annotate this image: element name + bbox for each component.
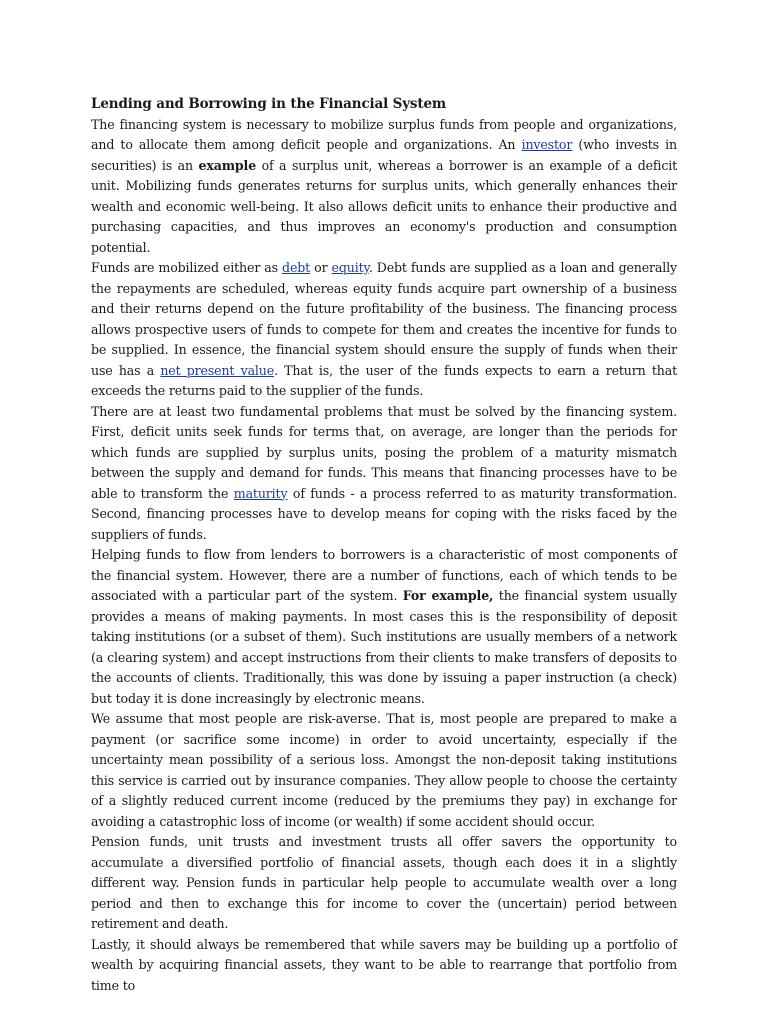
bold-for-example: For example, xyxy=(402,588,494,603)
text-run: of a surplus unit, whereas a borrower is an example of a deficit unit. Mobilizing funds generates returns for surplus units, which generally enhances their wealth and economic well-being. It also allows deficit units to enhance their productive and purchasing capacities, and thus improves an economy's production and consumption potential. xyxy=(91,157,678,255)
paragraph-risk-averse: We assume that most people are risk-averse. That is, most people are prepared to make a payment (or sacrifice some income) in order to avoid uncertainty, especially if the uncertainty mean possibility of a serious loss. Amongst the non-deposit taking institutions this service is carried out by insurance companies. They allow people to choose the certainty of a slightly reduced current income (reduced by the premiums they pay) in exchange for avoiding a catastrophic loss of income (or wealth) if some accident should occur. xyxy=(91,711,677,829)
link-equity[interactable]: equity xyxy=(331,260,369,275)
text-run: the financial system usually provides a means of making payments. In most cases this is the responsibility of deposit taking institutions (or a subset of them). Such institutions are usually members of a network (a clearing system) and accept instructions from their clients to make transfers of deposits to the accounts of clients. Traditionally, this was done by issuing a paper instruction (a check) but today it is done increasingly by electronic means. xyxy=(91,588,677,706)
link-investor[interactable]: investor xyxy=(521,137,573,152)
paragraph-pension-funds: Pension funds, unit trusts and investment trusts all offer savers the opportunity to accumulate a diversified portfolio of financial assets, though each does it in a slightly different way. Pension funds in particular help people to accumulate wealth over a long period and then to exchange this for income to cover the (uncertain) period between retirement and death. xyxy=(91,834,677,931)
text-run: (who invests in securities) is an xyxy=(91,137,678,173)
paragraph-fundamental-problems xyxy=(91,402,677,546)
paragraph-payments xyxy=(91,545,677,709)
link-net-present-value[interactable]: net present value xyxy=(160,362,275,378)
paragraph-debt-equity xyxy=(91,258,677,402)
text-run: of funds - a process referred to as maturity transformation. Second, financing processes have to develop means for coping with the risks faced by the suppliers of funds. xyxy=(91,485,678,542)
link-maturity[interactable]: maturity xyxy=(233,485,288,501)
text-run: . That is, the user of the funds expects to earn a return that exceeds the returns paid to the supplier of the funds. xyxy=(91,362,677,398)
link-debt[interactable]: debt xyxy=(282,260,311,275)
paragraph-surplus-funds xyxy=(91,115,677,259)
text-run: Helping funds to flow from lenders to borrowers is a characteristic of most components of the financial system. However, there are a number of functions, each of which tends to be associated with a particular part of the system. xyxy=(91,547,677,603)
text-run: The financing system is necessary to mobilize surplus funds from people and organizations, and to allocate them among deficit people and organizations. An xyxy=(91,116,677,152)
text-run: There are at least two fundamental problems that must be solved by the financing system. First, deficit units seek funds for terms that, on average, are longer than the periods for which funds are supplied by surplus units, posing the problem of a maturity mismatch between the supply and demand for funds. This means that financing processes have to be able to transform the xyxy=(91,403,677,501)
document-title: Lending and Borrowing in the Financial System xyxy=(91,96,447,112)
paragraph-lastly: Lastly, it should always be remembered that while savers may be building up a portfolio of wealth by acquiring financial assets, they want to be able to rearrange that portfolio from time to xyxy=(91,936,677,993)
document-page xyxy=(91,94,677,996)
text-run: Funds are mobilized either as xyxy=(91,260,283,275)
bold-example: example xyxy=(198,157,257,173)
text-run: or xyxy=(310,260,332,275)
text-run: . Debt funds are supplied as a loan and generally the repayments are scheduled, whereas equity funds acquire part ownership of a business and their returns depend on the future profitability of the business. The financing process allows prospective users of funds to compete for them and creates the incentive for funds to be supplied. In essence, the financial system should ensure the supply of funds when their use has a xyxy=(91,260,678,378)
